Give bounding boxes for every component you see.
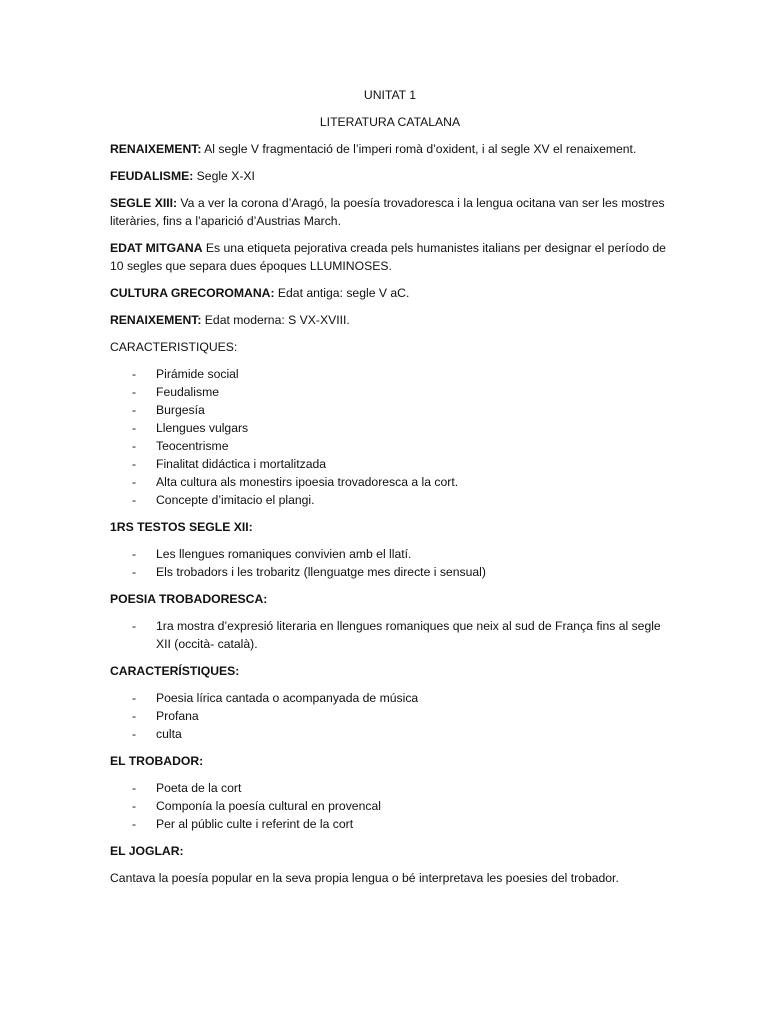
list-item-text: Alta cultura als monestirs ipoesia trovadoresca a la cort. bbox=[156, 475, 459, 489]
paragraph-renaixement bbox=[110, 140, 670, 158]
list-item bbox=[110, 383, 670, 401]
list-item bbox=[110, 401, 670, 419]
list-item bbox=[110, 725, 670, 743]
list-poesia bbox=[110, 617, 670, 653]
list-item bbox=[110, 779, 670, 797]
document-subtitle: LITERATURA CATALANA bbox=[319, 115, 461, 129]
bullet-dash: - bbox=[132, 727, 137, 741]
term-text: Edat moderna: S VX-XVIII. bbox=[201, 313, 350, 327]
bullet-dash: - bbox=[132, 439, 137, 453]
list-item-text: Per al públic culte i referint de la cort bbox=[156, 817, 354, 831]
term-text: Edat antiga: segle V aC. bbox=[274, 286, 410, 300]
list-item-text: Componía la poesía cultural en provencal bbox=[156, 799, 381, 813]
paragraph-segle-xiii bbox=[110, 194, 670, 230]
term-label: SEGLE XIII: bbox=[110, 196, 178, 210]
list-item-text: Concepte d’imitacio el plangi. bbox=[156, 493, 315, 507]
bullet-dash: - bbox=[132, 691, 137, 705]
paragraph-renaixement-2 bbox=[110, 311, 670, 329]
list-item-text: Les llengues romaniques convivien amb el llatí. bbox=[156, 547, 412, 561]
list-item-text: 1ra mostra d’expresió literaria en llengues romaniques que neix al sud de França fins al segle XII (occità- català). bbox=[156, 619, 661, 651]
term-label: FEUDALISME: bbox=[110, 169, 194, 183]
term-label: RENAIXEMENT: bbox=[110, 313, 202, 327]
heading-testos-segle-xii: 1RS TESTOS SEGLE XII: bbox=[110, 520, 253, 534]
list-item-text: Els trobadors i les trobaritz (llenguatge mes directe i sensual) bbox=[156, 565, 486, 579]
list-item-text: Burgesía bbox=[156, 403, 205, 417]
heading-poesia-trobadoresca: POESIA TROBADORESCA: bbox=[110, 592, 268, 606]
heading-caracteristiques-2: CARACTERÍSTIQUES: bbox=[110, 664, 240, 678]
list-item bbox=[110, 437, 670, 455]
list-item bbox=[110, 419, 670, 437]
bullet-dash: - bbox=[132, 457, 137, 471]
term-text: Segle X-XI bbox=[193, 169, 255, 183]
list-trobador bbox=[110, 779, 670, 833]
list-caracteristiques-2 bbox=[110, 689, 670, 743]
bullet-dash: - bbox=[132, 367, 137, 381]
list-item-text: Profana bbox=[156, 709, 199, 723]
list-item-text: Poeta de la cort bbox=[156, 781, 242, 795]
list-item-text: Pirámide social bbox=[156, 367, 239, 381]
list-item bbox=[110, 797, 670, 815]
list-item bbox=[110, 473, 670, 491]
term-label: EDAT MITGANA bbox=[110, 241, 203, 255]
heading-caracteristiques: CARACTERISTIQUES: bbox=[110, 340, 238, 354]
list-item bbox=[110, 707, 670, 725]
paragraph-edat-mitgana bbox=[110, 239, 670, 275]
bullet-dash: - bbox=[132, 799, 137, 813]
list-item bbox=[110, 563, 670, 581]
list-item-text: Poesia lírica cantada o acompanyada de música bbox=[156, 691, 419, 705]
bullet-dash: - bbox=[132, 781, 137, 795]
bullet-dash: - bbox=[132, 421, 137, 435]
list-item bbox=[110, 491, 670, 509]
term-text: Es una etiqueta pejorativa creada pels humanistes italians per designar el período de 10 segles que separa dues époques LLUMINOSES. bbox=[110, 241, 666, 273]
bullet-dash: - bbox=[132, 403, 137, 417]
term-label: RENAIXEMENT: bbox=[110, 142, 202, 156]
bullet-dash: - bbox=[132, 619, 137, 633]
paragraph-cultura-grecoromana bbox=[110, 284, 670, 302]
term-label: CULTURA GRECOROMANA: bbox=[110, 286, 275, 300]
list-item bbox=[110, 455, 670, 473]
bullet-dash: - bbox=[132, 565, 137, 579]
bullet-dash: - bbox=[132, 385, 137, 399]
bullet-dash: - bbox=[132, 547, 137, 561]
list-item bbox=[110, 815, 670, 833]
list-caracteristiques bbox=[110, 365, 670, 509]
term-text: Va a ver la corona d’Aragó, la poesía trovadoresca i la lengua ocitana van ser les mostres literàries, fins a l’aparició d’Austrias March. bbox=[110, 196, 665, 228]
bullet-dash: - bbox=[132, 709, 137, 723]
list-item bbox=[110, 365, 670, 383]
list-testos bbox=[110, 545, 670, 581]
list-item bbox=[110, 689, 670, 707]
paragraph-feudalisme bbox=[110, 167, 670, 185]
list-item bbox=[110, 545, 670, 563]
list-item-text: Teocentrisme bbox=[156, 439, 229, 453]
heading-el-joglar: EL JOGLAR: bbox=[110, 844, 184, 858]
list-item-text: culta bbox=[156, 727, 182, 741]
heading-el-trobador: EL TROBADOR: bbox=[110, 754, 204, 768]
list-item-text: Finalitat didáctica i mortalitzada bbox=[156, 457, 327, 471]
paragraph-joglar: Cantava la poesía popular en la seva propia lengua o bé interpretava les poesies del trobador. bbox=[110, 871, 619, 885]
list-item-text: Llengues vulgars bbox=[156, 421, 249, 435]
document-body bbox=[110, 86, 670, 896]
term-text: Al segle V fragmentació de l’imperi romà d’oxident, i al segle XV el renaixement. bbox=[201, 142, 637, 156]
list-item-text: Feudalisme bbox=[156, 385, 219, 399]
document-title: UNITAT 1 bbox=[363, 88, 417, 102]
bullet-dash: - bbox=[132, 493, 137, 507]
bullet-dash: - bbox=[132, 475, 137, 489]
list-item bbox=[110, 617, 670, 653]
bullet-dash: - bbox=[132, 817, 137, 831]
